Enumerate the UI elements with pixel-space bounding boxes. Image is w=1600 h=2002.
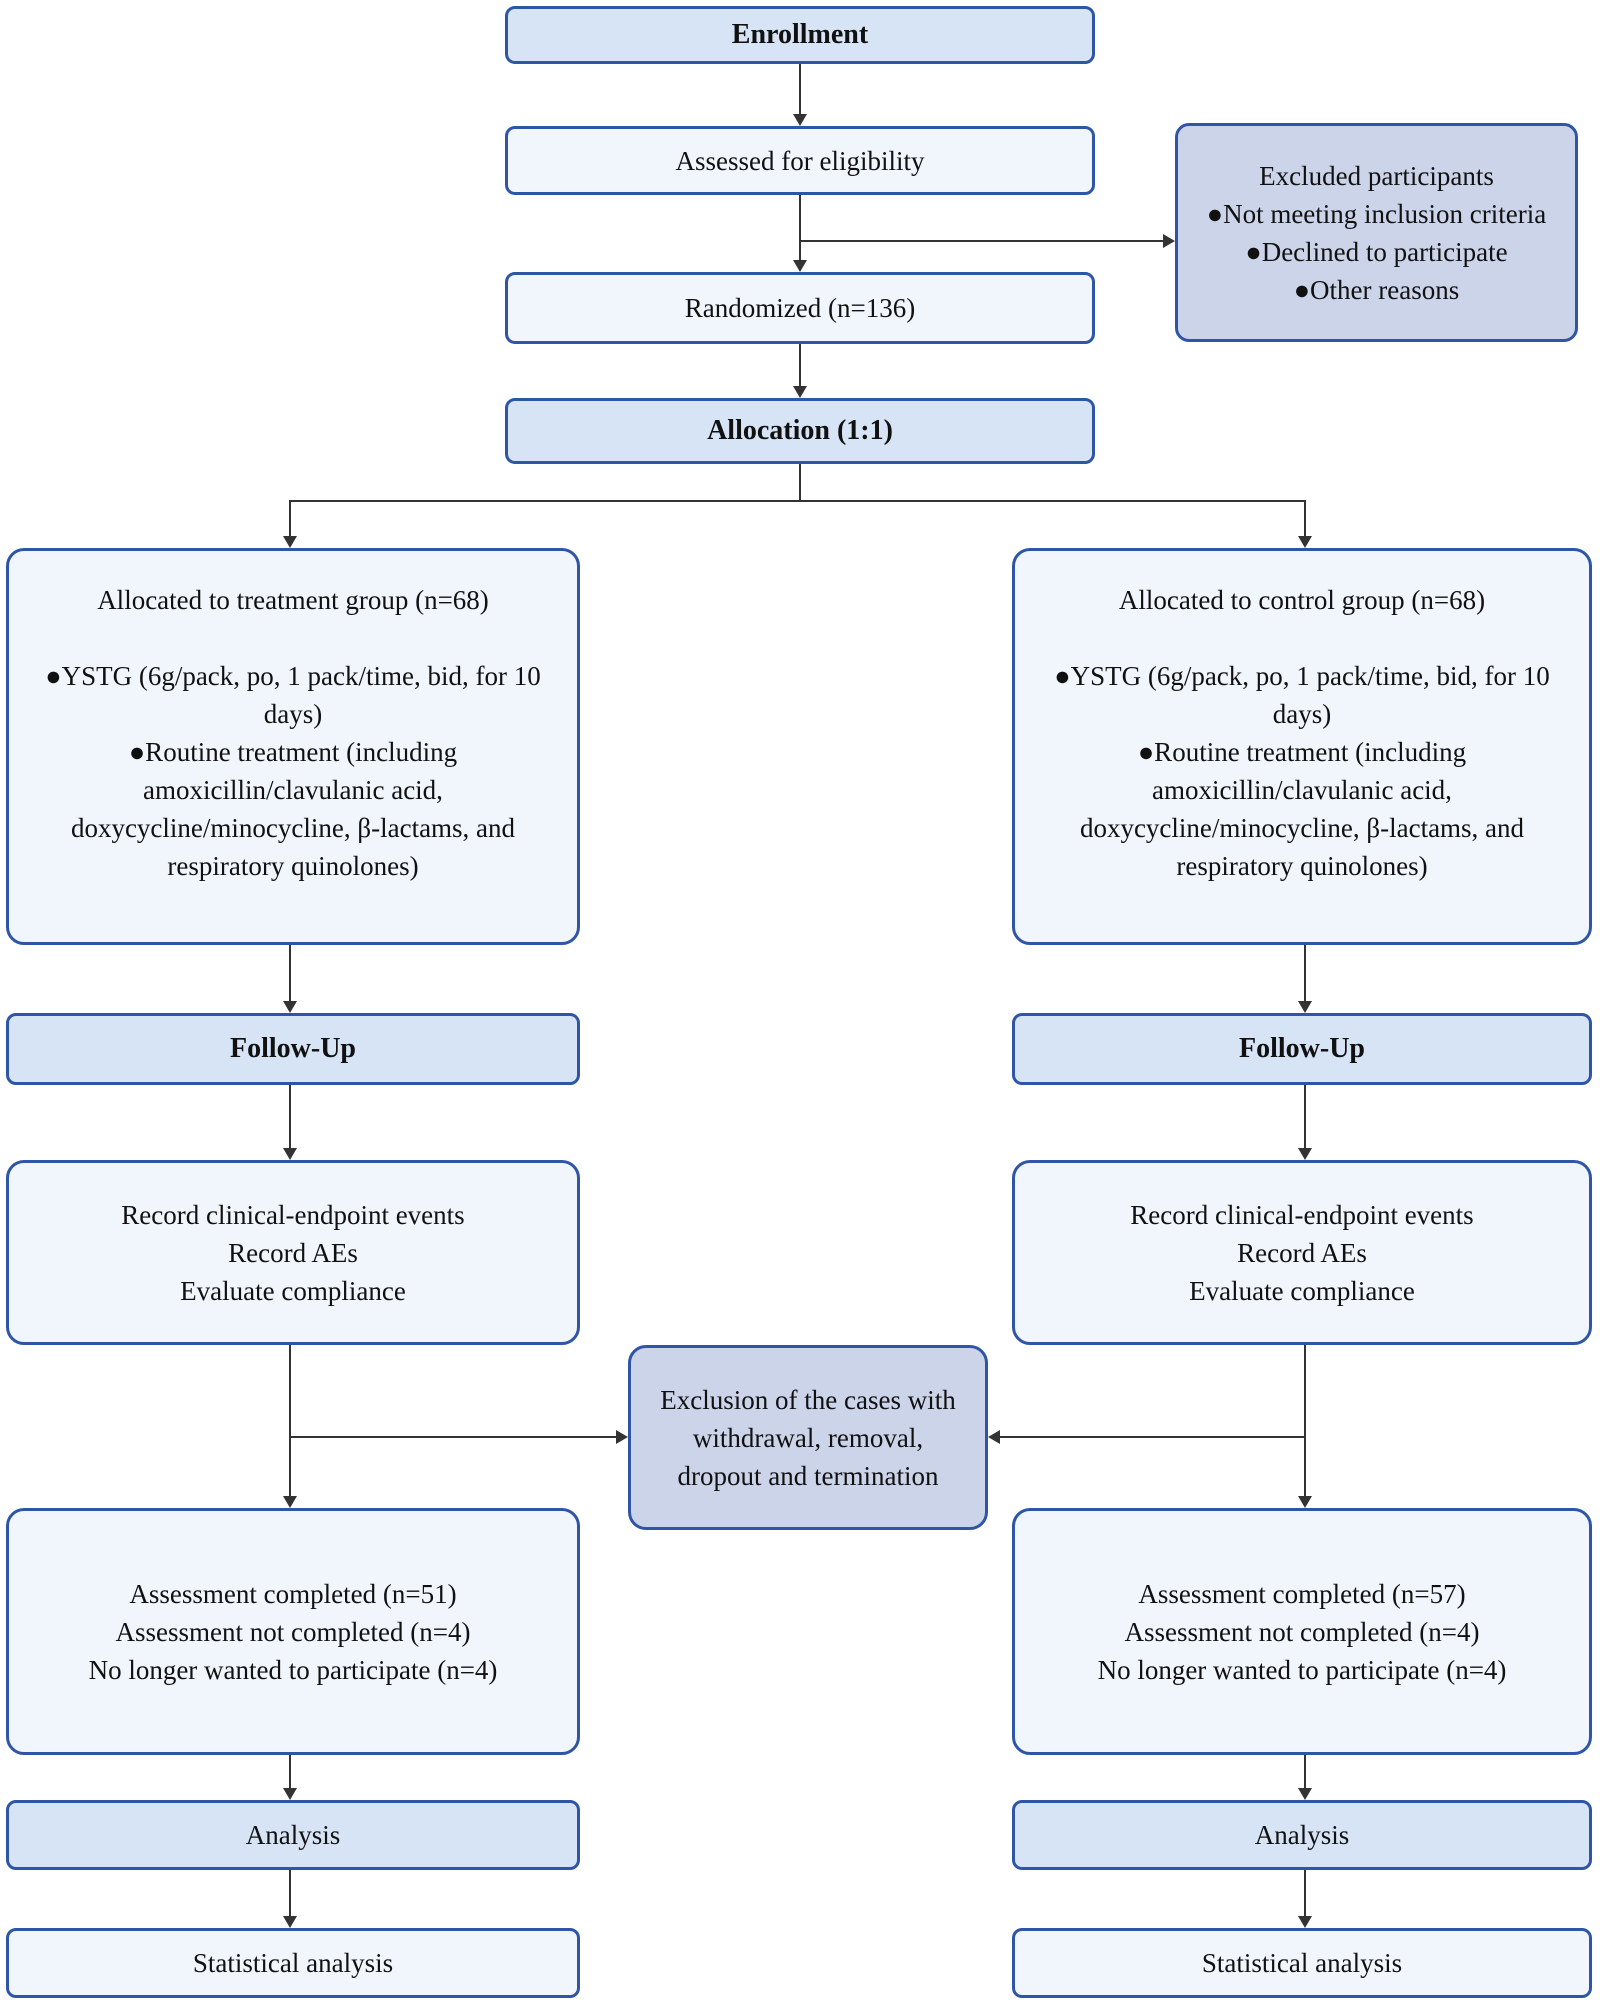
record-line: Evaluate compliance bbox=[1189, 1275, 1415, 1306]
randomized-box bbox=[505, 272, 1095, 344]
allocation-label: Allocation (1:1) bbox=[707, 415, 893, 446]
excluded-participants-box bbox=[1175, 123, 1578, 342]
assessment-line: Assessment completed (n=57) bbox=[1138, 1578, 1466, 1609]
exclusion-line: withdrawal, removal, bbox=[692, 1422, 924, 1453]
statistical-right-label: Statistical analysis bbox=[1201, 1948, 1403, 1978]
enrollment-label: Enrollment bbox=[731, 19, 869, 50]
arrow-analysis-to-statistical-left bbox=[289, 1870, 291, 1916]
arrow-assessment-to-analysis-left bbox=[289, 1755, 291, 1788]
assessment-line: Assessment not completed (n=4) bbox=[1124, 1616, 1480, 1647]
arrowhead-down bbox=[1298, 1148, 1312, 1160]
arrowhead-down bbox=[793, 114, 807, 126]
assessed-label: Assessed for eligibility bbox=[675, 145, 925, 176]
analysis-right-label: Analysis bbox=[1254, 1820, 1350, 1850]
statistical-right-box bbox=[1012, 1928, 1592, 1998]
treatment-group-title: Allocated to treatment group (n=68) bbox=[97, 585, 489, 615]
arrowhead-down bbox=[1298, 1788, 1312, 1800]
arrowhead-down bbox=[283, 536, 297, 548]
followup-right-box bbox=[1012, 1013, 1592, 1085]
arrow-followup-to-record-right bbox=[1304, 1085, 1306, 1148]
analysis-right-box bbox=[1012, 1800, 1592, 1870]
arrowhead-down bbox=[1298, 1496, 1312, 1508]
treatment-group-box bbox=[6, 548, 580, 945]
arrow-split-to-control bbox=[1304, 500, 1306, 536]
allocation-box bbox=[505, 398, 1095, 464]
randomized-label: Randomized (n=136) bbox=[684, 293, 916, 323]
arrow-randomized-to-allocation bbox=[799, 344, 801, 386]
analysis-left-label: Analysis bbox=[245, 1820, 341, 1850]
followup-left-box bbox=[6, 1013, 580, 1085]
arrowhead-down bbox=[793, 386, 807, 398]
arrowhead-right bbox=[1163, 234, 1175, 248]
assessed-for-eligibility-box bbox=[505, 126, 1095, 195]
assessment-right-box bbox=[1012, 1508, 1592, 1755]
assessment-line: Assessment completed (n=51) bbox=[129, 1578, 457, 1609]
arrowhead-down bbox=[1298, 1916, 1312, 1928]
control-bullet: ●YSTG (6g/pack, po, 1 pack/time, bid, for 10 days) bbox=[1054, 661, 1550, 729]
record-line: Record AEs bbox=[1237, 1237, 1367, 1268]
statistical-left-box bbox=[6, 1928, 580, 1998]
arrowhead-left bbox=[988, 1430, 1000, 1444]
assessment-line: No longer wanted to participate (n=4) bbox=[1097, 1654, 1507, 1685]
arrow-record-to-assessment-left bbox=[289, 1345, 291, 1496]
excluded-item: ●Other reasons bbox=[1293, 274, 1460, 305]
assessment-line: No longer wanted to participate (n=4) bbox=[88, 1654, 498, 1685]
analysis-left-box bbox=[6, 1800, 580, 1870]
exclusion-cases-box bbox=[628, 1345, 988, 1530]
record-left-box bbox=[6, 1160, 580, 1345]
arrowhead-down bbox=[1298, 536, 1312, 548]
record-line: Evaluate compliance bbox=[180, 1275, 406, 1306]
treatment-bullet: ●Routine treatment (including amoxicillin/clavulanic acid, doxycycline/minocycline, β-lactams, and respiratory quinolones) bbox=[70, 737, 516, 881]
followup-left-label: Follow-Up bbox=[230, 1033, 356, 1064]
record-right-box bbox=[1012, 1160, 1592, 1345]
arrowhead-down bbox=[1298, 1001, 1312, 1013]
allocation-split-line bbox=[290, 500, 1306, 502]
arrow-control-to-followup bbox=[1304, 945, 1306, 1001]
excluded-item: ●Not meeting inclusion criteria bbox=[1206, 198, 1547, 229]
control-group-bullets bbox=[1021, 657, 1583, 885]
arrowhead-down bbox=[793, 260, 807, 272]
followup-right-label: Follow-Up bbox=[1239, 1033, 1365, 1064]
record-line: Record clinical-endpoint events bbox=[121, 1199, 465, 1230]
arrow-followup-to-record-left bbox=[289, 1085, 291, 1148]
arrowhead-down bbox=[283, 1148, 297, 1160]
arrowhead-down bbox=[283, 1496, 297, 1508]
arrow-split-to-treatment bbox=[289, 500, 291, 536]
arrowhead-down bbox=[283, 1001, 297, 1013]
treatment-bullet: ●YSTG (6g/pack, po, 1 pack/time, bid, for 10 days) bbox=[45, 661, 541, 729]
excluded-item: ●Declined to participate bbox=[1245, 236, 1508, 267]
arrow-right-to-exclusion bbox=[1000, 1436, 1305, 1438]
treatment-group-bullets bbox=[15, 657, 571, 885]
arrowhead-down bbox=[283, 1788, 297, 1800]
statistical-left-label: Statistical analysis bbox=[192, 1948, 394, 1978]
assessment-line: Assessment not completed (n=4) bbox=[115, 1616, 471, 1647]
exclusion-line: Exclusion of the cases with bbox=[660, 1384, 956, 1415]
enrollment-box bbox=[505, 6, 1095, 64]
arrow-assessed-to-randomized bbox=[799, 195, 801, 260]
arrow-assessment-to-analysis-right bbox=[1304, 1755, 1306, 1788]
arrowhead-right bbox=[616, 1430, 628, 1444]
allocation-split-stem bbox=[799, 464, 801, 500]
arrow-to-excluded bbox=[800, 240, 1163, 242]
arrow-enrollment-to-assessed bbox=[799, 64, 801, 114]
control-group-title: Allocated to control group (n=68) bbox=[1118, 585, 1486, 615]
exclusion-line: dropout and termination bbox=[677, 1460, 939, 1491]
arrow-record-to-assessment-right bbox=[1304, 1345, 1306, 1496]
excluded-title: Excluded participants bbox=[1259, 160, 1494, 191]
control-bullet: ●Routine treatment (including amoxicillin/clavulanic acid, doxycycline/minocycline, β-lactams, and respiratory quinolones) bbox=[1079, 737, 1525, 881]
arrow-treatment-to-followup bbox=[289, 945, 291, 1001]
arrow-analysis-to-statistical-right bbox=[1304, 1870, 1306, 1916]
arrow-left-to-exclusion bbox=[290, 1436, 616, 1438]
record-line: Record clinical-endpoint events bbox=[1130, 1199, 1474, 1230]
assessment-left-box bbox=[6, 1508, 580, 1755]
arrowhead-down bbox=[283, 1916, 297, 1928]
record-line: Record AEs bbox=[228, 1237, 358, 1268]
control-group-box bbox=[1012, 548, 1592, 945]
